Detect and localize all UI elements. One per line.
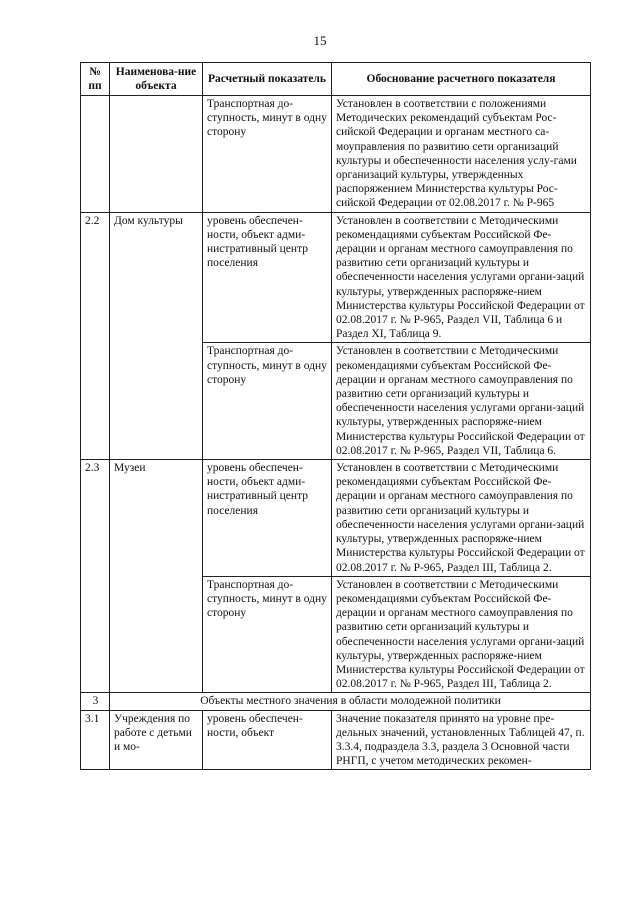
cell-indicator: Транспортная до-ступность, минут в одну сторону: [203, 343, 332, 460]
header-num: № пп: [81, 63, 110, 96]
cell-num: 3.1: [81, 710, 110, 770]
cell-object-name: Дом культуры: [110, 212, 203, 459]
cell-basis: Установлен в соответствии с Методическими рекомендациями субъектам Российской Фе-дерации и органам местного самоуправления по развитию сети организаций культуры и обеспеченности населения услугами органи-заций культуры, утвержденных распоряже-нием Министерства культуры Российской Федерации от 02.08.2017 г. № Р-965, Раздел III, Таблица 2.: [332, 576, 591, 693]
cell-basis: Значение показателя принято на уровне пре-дельных значений, установленных Таблицей 47, п. 3.3.4, подраздела 3.3, раздела 3 Основной части РНГП, с учетом методических рекомен-: [332, 710, 591, 770]
section-title: Объекты местного значения в области молодежной политики: [110, 693, 591, 710]
table-row: [81, 460, 591, 577]
cell-num: [81, 96, 110, 213]
cell-basis: Установлен в соответствии с Методическими рекомендациями субъектам Российской Фе-дерации и органам местного самоуправления по развитию сети организаций культуры и обеспеченности населения услугами органи-заций культуры, утвержденных распоряже-нием Министерства культуры Российской Федерации от 02.08.2017 г. № Р-965, Раздел III, Таблица 2.: [332, 460, 591, 577]
norms-table: [80, 62, 591, 770]
cell-indicator: Транспортная до-ступность, минут в одну сторону: [203, 96, 332, 213]
table-header-row: [81, 63, 591, 96]
cell-object-name: [110, 96, 203, 213]
cell-object-name: Учреждения по работе с детьми и мо-: [110, 710, 203, 770]
table-row: [81, 710, 591, 770]
cell-object-name: Музеи: [110, 460, 203, 693]
cell-indicator: Транспортная до-ступность, минут в одну сторону: [203, 576, 332, 693]
cell-indicator: уровень обеспечен-ности, объект адми-нистративный центр поселения: [203, 212, 332, 343]
cell-indicator: уровень обеспечен-ности, объект адми-нистративный центр поселения: [203, 460, 332, 577]
section-num: 3: [81, 693, 110, 710]
cell-basis: Установлен в соответствии с Методическими рекомендациями субъектам Российской Фе-дерации и органам местного самоуправления по развитию сети организаций культуры и обеспеченности населения услугами органи-заций культуры, утвержденных распоряже-нием Министерства культуры Российской Федерации от 02.08.2017 г. № Р-965, Раздел VII, Таблица 6.: [332, 343, 591, 460]
header-object-name: Наименова-ние объекта: [110, 63, 203, 96]
header-indicator: Расчетный показатель: [203, 63, 332, 96]
cell-num: 2.2: [81, 212, 110, 459]
header-basis: Обоснование расчетного показателя: [332, 63, 591, 96]
table-row: [81, 212, 591, 343]
cell-basis: Установлен в соответствии с Методическими рекомендациями субъектам Российской Фе-дерации и органам местного самоуправления по развитию сети организаций культуры и обеспеченности населения услугами органи-заций культуры, утвержденных распоряже-нием Министерства культуры Российской Федерации от 02.08.2017 г. № Р-965, Раздел VII, Таблица 6 и Раздел XI, Таблица 9.: [332, 212, 591, 343]
table-row: [81, 96, 591, 213]
cell-num: 2.3: [81, 460, 110, 693]
cell-indicator: уровень обеспечен-ности, объект: [203, 710, 332, 770]
page-number: 15: [313, 33, 327, 48]
cell-basis: Установлен в соответствии с положениями Методических рекомендаций субъектам Рос-сийской Федерации и органам местного са-моуправления по развитию сети организаций культуры и обеспеченности населения услу-гами организаций культуры, утвержденных распоряжением Министерства культуры Рос-сийской Федерации от 02.08.2017 г. № Р-965: [332, 96, 591, 213]
section-row: [81, 693, 591, 710]
